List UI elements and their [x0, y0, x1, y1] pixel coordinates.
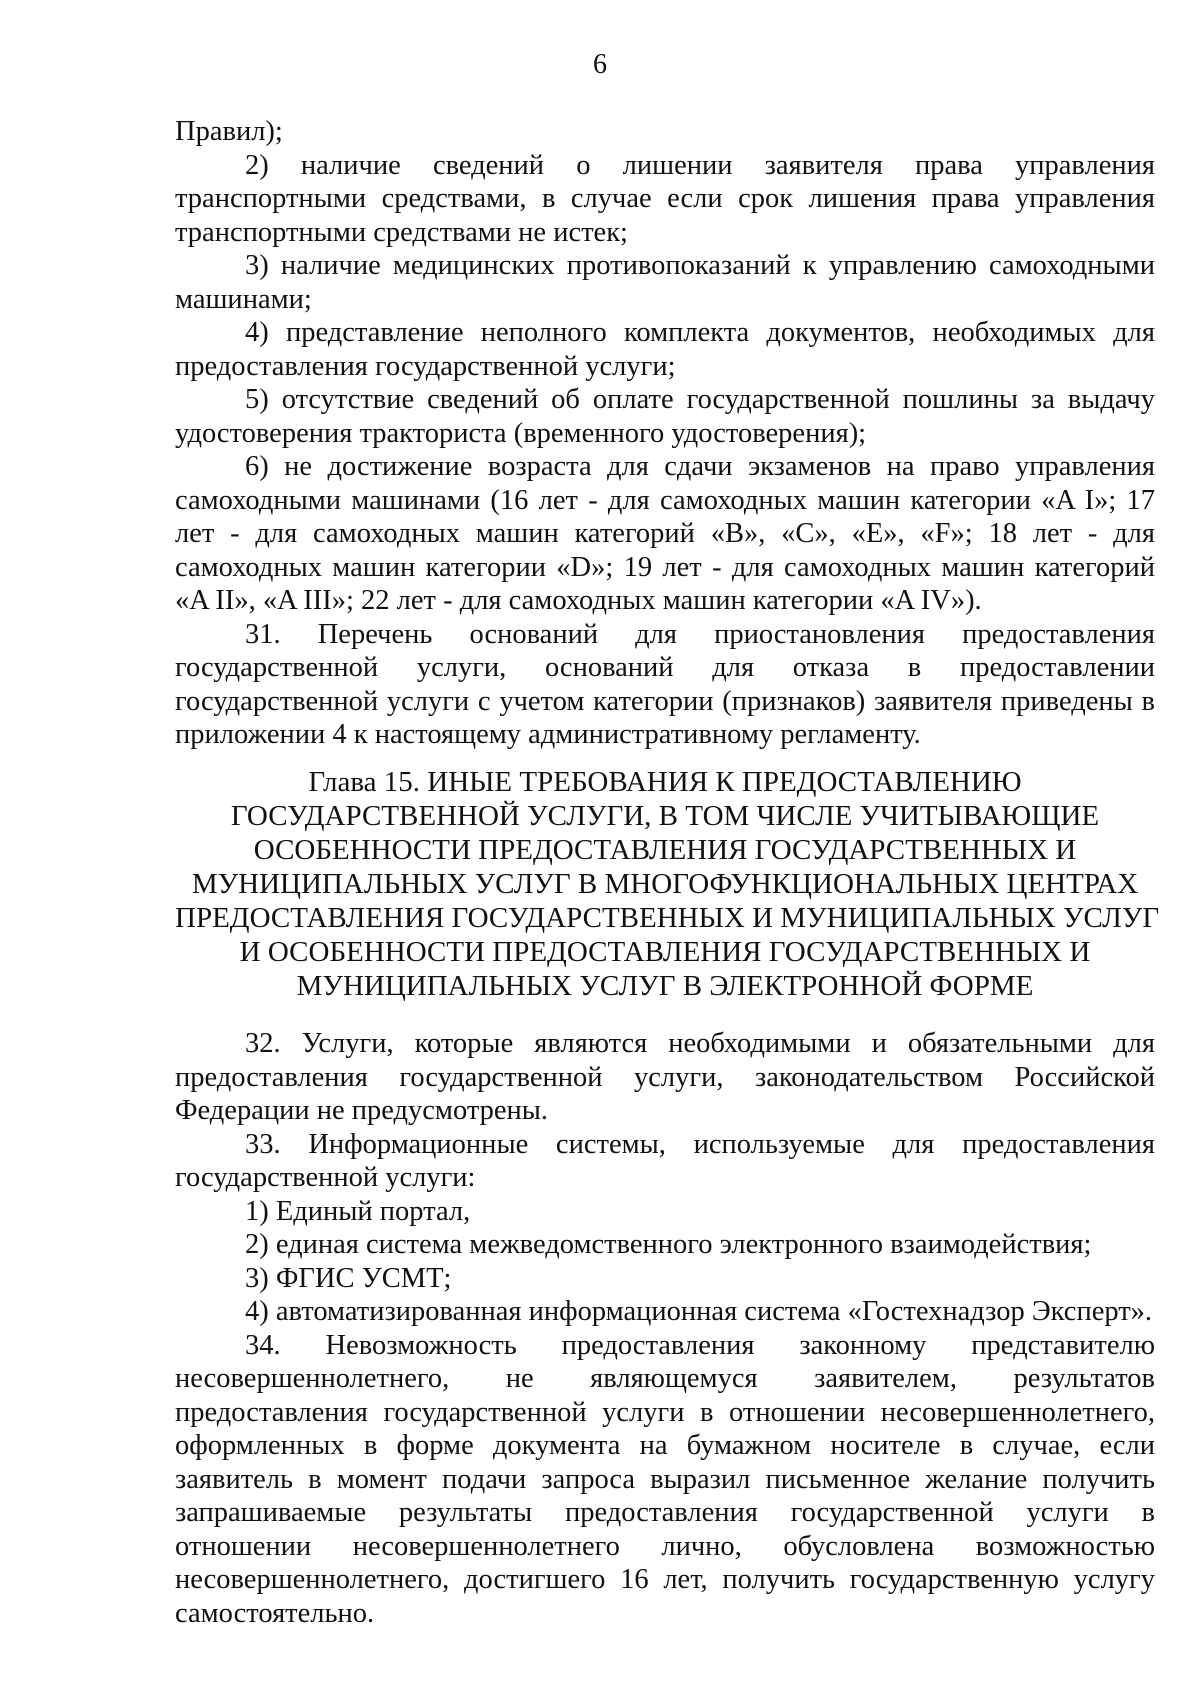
list-item-6-age-requirement: 6) не достижение возраста для сдачи экзаменов на право управления самоходными машинами (16 лет - для самоходных машин категории «A I»; 17 лет - для самоходных машин категорий «B», «C», «E», «F»; 18 лет - для самоходных машин категории «D»; 19 лет - для самоходных машин категорий «A II», «A III»; 22 лет - для самоходных машин категории «A IV»). — [175, 451, 1155, 616]
list-item-3-fgis-usmt: 3) ФГИС УСМТ; — [245, 1262, 452, 1294]
list-item-4-incomplete-documents: 4) представление неполного комплекта документов, необходимых для предоставления государственной услуги; — [175, 317, 1155, 382]
paragraph-32: 32. Услуги, которые являются необходимыми и обязательными для предоставления государственной услуги, законодательством Российской Федерации не предусмотрены. — [175, 1028, 1155, 1126]
heading-line: ОСОБЕННОСТИ ПРЕДОСТАВЛЕНИЯ ГОСУДАРСТВЕННЫХ И — [253, 834, 1077, 866]
heading-line: ПРЕДОСТАВЛЕНИЯ ГОСУДАРСТВЕННЫХ И МУНИЦИПАЛЬНЫХ УСЛУГ — [175, 902, 1160, 934]
body-text-before-chapter — [175, 115, 1155, 752]
list-item-2-license-revoked: 2) наличие сведений о лишении заявителя права управления транспортными средствами, в случае если срок лишения права управления транспортными средствами не истек; — [175, 149, 1155, 248]
list-item-2-interagency-system: 2) единая система межведомственного электронного взаимодействия; — [245, 1229, 1092, 1260]
paragraph-continuation: Правил); — [175, 116, 283, 147]
page-number: 6 — [593, 49, 607, 80]
heading-line: Глава 15. ИНЫЕ ТРЕБОВАНИЯ К ПРЕДОСТАВЛЕНИЮ — [308, 766, 1022, 798]
paragraph-34: 34. Невозможность предоставления законному представителю несовершеннолетнего, не являющемуся заявителем, результатов предоставления государственной услуги в отношении несовершеннолетнего, оформленных в форме документа на бумажном носителе в случае, если заявитель в момент подачи запроса выразил письменное желание получить запрашиваемые результаты предоставления государственной услуги в отношении несовершеннолетнего лично, обусловлена возможностью несовершеннолетнего, достигшего 16 лет, получить государственную услугу самостоятельно. — [175, 1329, 1155, 1629]
body-text-after-chapter — [175, 1027, 1155, 1630]
list-item-3-medical-contraindications: 3) наличие медицинских противопоказаний к управлению самоходными машинами; — [175, 250, 1155, 315]
paragraph-31: 31. Перечень оснований для приостановления предоставления государственной услуги, оснований для отказа в предоставлении государственной услуги с учетом категории (признаков) заявителя приведены в приложении 4 к настоящему административному регламенту. — [175, 618, 1155, 750]
list-item-1-unified-portal: 1) Единый портал, — [245, 1195, 471, 1227]
paragraph-33: 33. Информационные системы, используемые для предоставления государственной услуги: — [175, 1128, 1155, 1193]
heading-line: МУНИЦИПАЛЬНЫХ УСЛУГ В ЭЛЕКТРОННОЙ ФОРМЕ — [296, 970, 1034, 1002]
list-item-4-gostekhnadzor-expert: 4) автоматизированная информационная система «Гостехнадзор Эксперт». — [245, 1296, 1153, 1327]
chapter-15-heading — [175, 765, 1160, 1003]
list-item-5-fee-not-paid: 5) отсутствие сведений об оплате государственной пошлины за выдачу удостоверения тракториста (временного удостоверения); — [175, 384, 1155, 449]
heading-line: МУНИЦИПАЛЬНЫХ УСЛУГ В МНОГОФУНКЦИОНАЛЬНЫХ ЦЕНТРАХ — [191, 868, 1139, 900]
heading-line: ГОСУДАРСТВЕННОЙ УСЛУГИ, В ТОМ ЧИСЛЕ УЧИТЫВАЮЩИЕ — [230, 800, 1100, 832]
heading-line: И ОСОБЕННОСТИ ПРЕДОСТАВЛЕНИЯ ГОСУДАРСТВЕННЫХ И — [239, 936, 1091, 968]
